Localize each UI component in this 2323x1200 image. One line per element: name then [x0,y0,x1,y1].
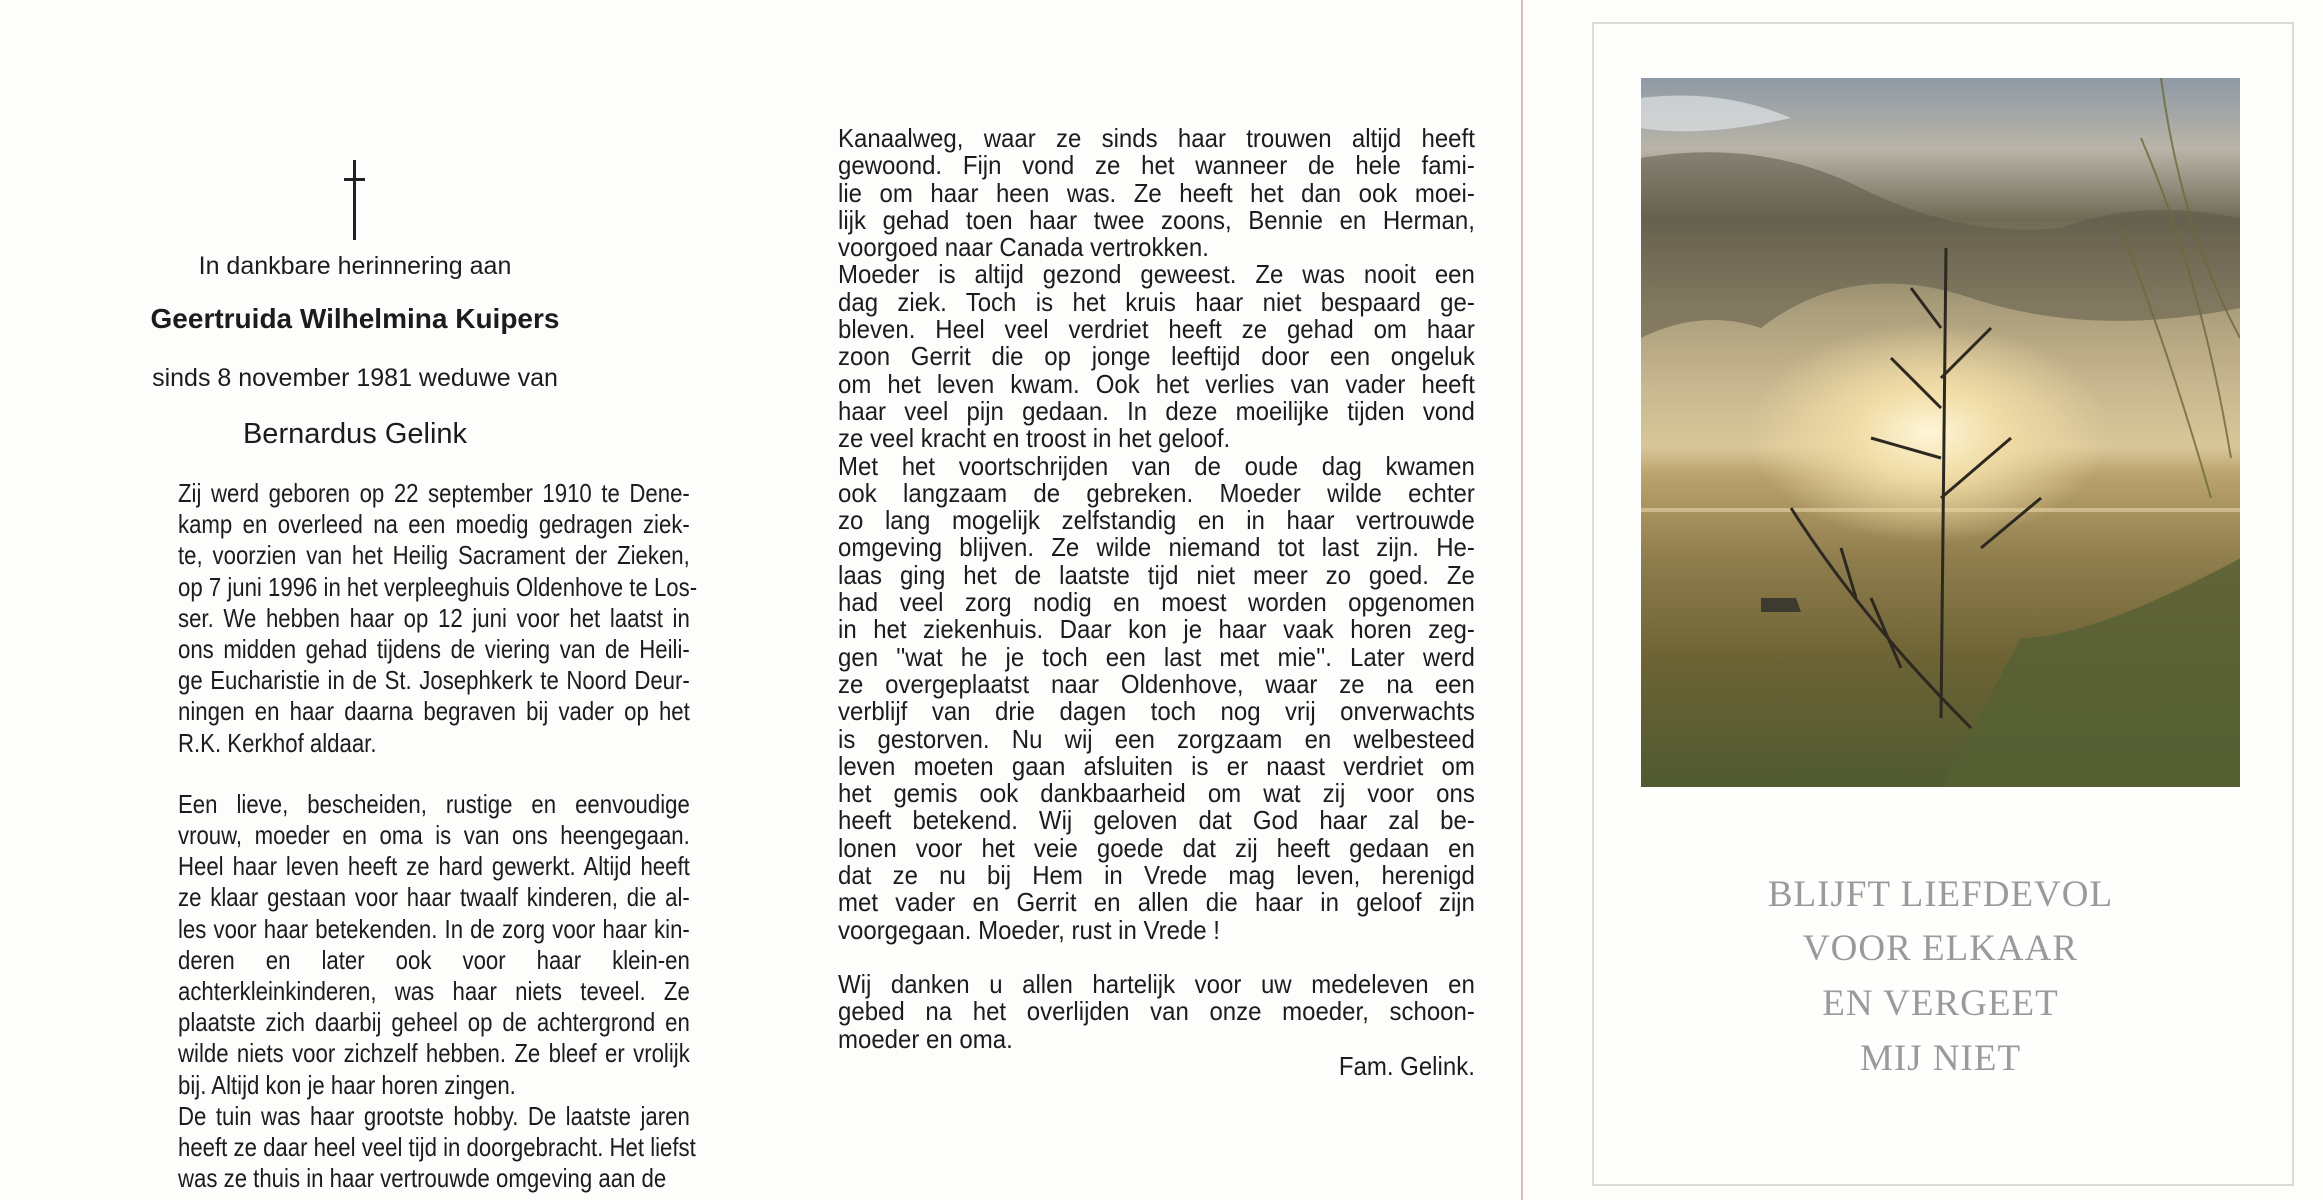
text-line: ons midden gehad tijdens de viering van de Heili- [178,634,690,665]
text-line: met vader en Gerrit en allen die haar in geloof zijn [838,887,1475,918]
paragraph-thanks [838,968,1475,1054]
middle-column-text [838,125,1475,1080]
text-line: voorgegaan. Moeder, rust in Vrede ! [838,914,1220,945]
text-line: haar veel pijn gedaan. In deze moeilijke tijden vond [838,395,1475,426]
text-line: zo lang mogelijk zelfstandig en in haar vertrouwde [838,505,1475,536]
text-line: zoon Gerrit die op jonge leeftijd door een ongeluk [838,341,1475,372]
text-line: ze klaar gestaan voor haar twaalf kinderen, die al- [178,882,690,913]
text-line: gebed na het overlijden van onze moeder, schoon- [838,996,1475,1027]
text-line: lonen voor het veie goede dat zij heeft gedaan en [838,832,1475,863]
left-column-text [178,478,698,1194]
quote-line-4: MIJ NIET [1859,1038,2022,1079]
text-line: op 7 juni 1996 in het verpleeghuis Oldenhove te Los- [178,571,698,602]
text-line: dag ziek. Toch is het kruis haar niet bespaard ge- [838,286,1475,317]
signature: Fam. Gelink. [1338,1050,1475,1081]
text-line: kamp en overleed na een moedig gedragen ziek- [178,509,690,540]
widow-since-text: sinds 8 november 1981 weduwe van [152,364,558,392]
paragraph-biography [178,478,698,759]
text-line: ze overgeplaatst naar Oldenhove, waar ze na een [838,668,1475,699]
text-line: Kanaalweg, waar ze sinds haar trouwen altijd heeft [838,123,1475,153]
text-line: Heel haar leven heeft ze hard gewerkt. Altijd heeft [178,851,690,882]
text-line: Een lieve, bescheiden, rustige en eenvoudige [178,788,690,819]
text-line: is gestorven. Nu wij een zorgzaam en welbesteed [838,723,1475,754]
text-line: laas ging het de laatste tijd niet meer zo goed. Ze [838,559,1475,590]
text-line: gen ''wat he je toch een last met mie''. Later werd [838,641,1475,672]
text-line: lijk gehad toen haar twee zoons, Bennie en Herman, [838,204,1475,235]
paragraph-life [838,125,1475,944]
text-line: achterkleinkinderen, was haar niets teveel. Ze [178,976,690,1007]
text-line: om het leven kwam. Ook het verlies van vader heeft [838,368,1475,399]
deceased-name: Geertruida Wilhelmina Kuipers [150,303,560,334]
cross-icon [353,160,356,240]
text-line: leven moeten gaan afsluiten is er naast verdriet om [838,750,1475,781]
text-line: ook langzaam de gebreken. Moeder wilde echter [838,477,1475,508]
text-line: te, voorzien van het Heilig Sacrament der Zieken, [178,540,690,571]
quote-line-2: VOOR ELKAAR [1802,928,2079,969]
text-line: lie om haar heen was. Ze heeft het dan ook moei- [838,177,1475,208]
paragraph-character [178,788,696,1195]
husband-name: Bernardus Gelink [242,418,468,450]
quote-line-1: BLIJFT LIEFDEVOL [1767,874,2114,915]
text-line: voorgoed naar Canada vertrokken. [838,232,1209,263]
text-line: Wij danken u allen hartelijk voor uw medeleven en [838,968,1475,999]
text-line: heeft betekend. Wij geloven dat God haar zal be- [838,805,1475,836]
text-line: Met het voortschrijden van de oude dag kwamen [838,450,1475,481]
text-line: bij. Altijd kon je haar horen zingen. [178,1069,516,1100]
text-line: wilde niets voor zichzelf hebben. Ze bleef er vrolijk [178,1038,690,1069]
text-line: Moeder is altijd gezond geweest. Ze was nooit een [838,259,1475,290]
text-line: Zij werd geboren op 22 september 1910 te Dene- [178,478,690,508]
text-line: ge Eucharistie in de St. Josephkerk te Noord Deur- [178,665,690,696]
text-line: deren en later ook voor haar klein-en [178,944,690,975]
text-line: R.K. Kerkhof aldaar. [178,727,377,758]
text-line: in het ziekenhuis. Daar kon je haar vaak horen zeg- [838,614,1475,645]
intro-text: In dankbare herinnering aan [198,252,512,280]
text-line: dat ze nu bij Hem in Vrede mag leven, herenigd [838,860,1475,891]
text-line: ser. We hebben haar op 12 juni voor het laatst in [178,602,690,633]
text-line: heeft ze daar heel veel tijd in doorgebracht. Het liefst [178,1132,696,1163]
text-line: het gemis ook dankbaarheid om wat zij voor ons [838,778,1475,809]
text-line: verblijf van drie dagen toch nog vrij onverwachts [838,696,1475,727]
quote-line-3: EN VERGEET [1822,983,2059,1024]
text-line: moeder en oma. [838,1023,1013,1054]
fold-line [1521,0,1523,1200]
text-line: ze veel kracht en troost in het geloof. [838,423,1231,454]
text-line: bleven. Heel veel verdriet heeft ze gehad om haar [838,314,1475,345]
text-line: gewoond. Fijn vond ze het wanneer de hele fami- [838,150,1475,181]
text-line: was ze thuis in haar vertrouwde omgeving aan de [178,1163,667,1194]
text-line: had veel zorg nodig en moest worden opgenomen [838,587,1475,618]
text-line: omgeving blijven. Ze wilde niemand tot last zijn. He- [838,532,1475,563]
text-line: plaatste zich daarbij geheel op de achtergrond en [178,1007,690,1038]
text-line: vrouw, moeder en oma is van ons heengegaan. [178,820,690,851]
text-line: ningen en haar daarna begraven bij vader op het [178,696,690,727]
text-line: les voor haar betekenden. In de zorg voor haar kin- [178,913,690,944]
lake-sunset-photo [1641,78,2240,787]
text-line: De tuin was haar grootste hobby. De laatste jaren [178,1100,690,1131]
